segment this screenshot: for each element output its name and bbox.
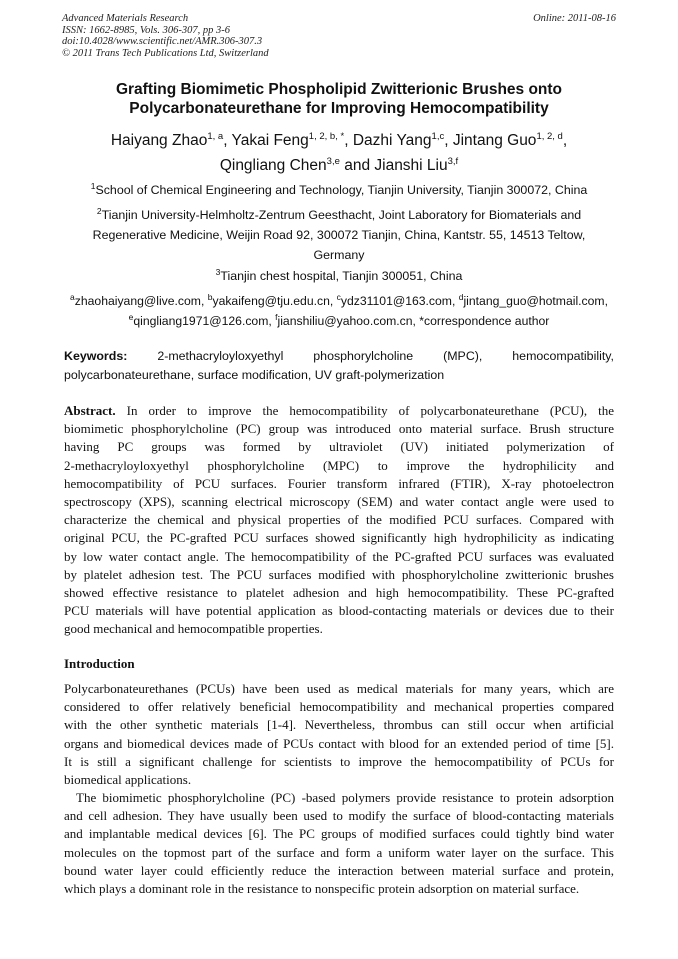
affiliation-text: School of Chemical Engineering and Technology, Tianjin University, Tianjin 300072, China xyxy=(95,183,588,197)
paragraph-line: with the other synthetic materials [1-4]. Nevertheless, thrombus can still occur when artificial xyxy=(64,717,614,733)
abstract-line: hemocompatibility of PCU surfaces. Fourier transform infrared (FTIR), X-ray photoelectron xyxy=(64,475,614,491)
paragraph-line: It is still a significant challenge for scientists to improve the hemocompatibility of PCUs for xyxy=(64,753,614,769)
author-sep: and xyxy=(339,157,375,174)
email-marker: f xyxy=(275,312,278,322)
introduction-paragraph-1 xyxy=(64,680,614,789)
paragraph-line: molecules on the topmost part of the surface and form a uniform water layer on the surface. This xyxy=(64,844,614,860)
email-marker: e xyxy=(128,312,134,322)
abstract-line: showed effective resistance to platelet adhesion and high hemocompatibility. These PC-grafted xyxy=(64,584,614,600)
email-link[interactable]: yakaifeng@tju.edu.cn, xyxy=(212,294,337,308)
affiliation-1 xyxy=(62,180,616,200)
author-affil: 3,f xyxy=(447,156,459,167)
email-marker: c xyxy=(336,292,341,302)
author-sep: , xyxy=(444,132,453,149)
abstract-line: good mechanical and hemocompatible properties. xyxy=(64,621,323,637)
journal-name: Advanced Materials Research xyxy=(62,13,189,24)
doi-line: doi:10.4028/www.scientific.net/AMR.306-307.3 xyxy=(62,36,263,47)
online-date: Online: 2011-08-16 xyxy=(533,13,616,24)
abstract-line: by low water contact angle. The hemocompatibility of the PC-grafted PCU surfaces was evaluated xyxy=(64,548,614,564)
keywords-label: Keywords: xyxy=(64,349,128,363)
abstract-line: spectroscopy (XPS), scanning electrical microscopy (SEM) and water contact angle were used to xyxy=(64,493,614,509)
abstract-line: characterize the chemical and physical properties of the modified PCU surfaces. Compared with xyxy=(64,512,614,528)
abstract-text: In order to improve the hemocompatibility of polycarbonateurethane (PCU), the xyxy=(126,403,614,418)
author-name: Haiyang Zhao xyxy=(110,132,208,149)
paragraph-line: organs and biomedical devices made of PCUs contact with blood for an extended period of time [5]. xyxy=(64,735,614,751)
author-affil: 1, 2, b, * xyxy=(308,131,345,142)
author-name: Dazhi Yang xyxy=(352,132,432,149)
affiliation-text: Tianjin chest hospital, Tianjin 300051, China xyxy=(220,269,463,283)
email-link[interactable]: jianshiliu@yahoo.com.cn, *correspondence author xyxy=(277,314,550,328)
paragraph-line: and cell adhesion. They have usually been used to modify the surface of blood-contacting materials xyxy=(64,808,614,824)
author-name: Jintang Guo xyxy=(452,132,537,149)
issn-line: ISSN: 1662-8985, Vols. 306-307, pp 3-6 xyxy=(62,24,230,36)
email-link[interactable]: ydz31101@163.com, xyxy=(340,294,459,308)
email-link[interactable]: jintang_guo@hotmail.com, xyxy=(463,294,608,308)
abstract-label: Abstract. xyxy=(64,403,116,418)
affiliation-3 xyxy=(62,266,616,286)
keywords-line-1 xyxy=(64,347,614,366)
email-marker: a xyxy=(70,292,75,302)
author-sep: , xyxy=(223,132,232,149)
paper-title xyxy=(62,80,616,118)
affiliation-2 xyxy=(62,205,616,265)
author-line-1 xyxy=(62,128,616,153)
affiliation-number: 3 xyxy=(215,267,221,277)
affiliation-number: 2 xyxy=(96,206,102,216)
copyright-line: © 2011 Trans Tech Publications Ltd, Switzerland xyxy=(62,47,269,59)
paragraph-line: bound water layer could efficiently reduce the interaction between material surface and protein, xyxy=(64,862,614,878)
author-name: Jianshi Liu xyxy=(374,157,448,174)
author-affil: 3,e xyxy=(326,156,340,167)
title-line-2: Polycarbonateurethane for Improving Hemocompatibility xyxy=(129,100,549,117)
affiliation-number: 1 xyxy=(90,181,96,191)
abstract-line: by platelet adhesion test. The PCU surfaces modified with phosphorylcholine zwitterionic brushes xyxy=(64,566,614,582)
email-list xyxy=(62,291,616,331)
keywords-text: 2-methacryloyloxyethyl phosphorylcholine (MPC), hemocompatibility, xyxy=(157,349,614,363)
abstract-line: PCU materials will have potential application as blood-contacting materials or devices due to their xyxy=(64,603,614,619)
author-affil: 1, 2, d xyxy=(536,131,563,142)
abstract-line: 2-methacryloyloxyethyl phosphorylcholine (MPC) to improve the hydrophilicity and xyxy=(64,457,614,473)
paragraph-line: The biomimetic phosphorylcholine (PC) -based polymers provide resistance to protein adsorption xyxy=(76,790,614,805)
author-name: Qingliang Chen xyxy=(219,157,327,174)
paragraph-line: and implantable medical devices [6]. The PC groups of modified surfaces could tightly bind water xyxy=(64,826,614,842)
title-line-1: Grafting Biomimetic Phospholipid Zwitterionic Brushes onto xyxy=(115,81,563,98)
keywords-line-2: polycarbonateurethane, surface modification, UV graft-polymerization xyxy=(64,368,445,382)
paragraph-line: biomedical applications. xyxy=(64,771,192,787)
affiliation-text: Germany xyxy=(313,248,365,262)
author-sep: , xyxy=(344,132,353,149)
abstract-line: original PCU, the PC-grafted PCU surfaces showed significantly high hydrophilicity as indicating xyxy=(64,530,614,546)
email-link[interactable]: zhaohaiyang@live.com, xyxy=(74,294,208,308)
author-affil: 1,c xyxy=(431,131,445,142)
paragraph-line: Polycarbonateurethanes (PCUs) have been used as medical materials for many years, which are xyxy=(64,681,614,696)
email-link[interactable]: qingliang1971@126.com, xyxy=(133,314,276,328)
abstract-line: having PC groups was formed by ultraviolet (UV) initiated polymerization of xyxy=(64,439,614,455)
affiliation-text: Tianjin University-Helmholtz-Zentrum Geesthacht, Joint Laboratory for Biomaterials and xyxy=(101,208,582,222)
author-line-2 xyxy=(62,153,616,178)
author-sep: , xyxy=(562,132,568,149)
keywords-block xyxy=(64,347,614,385)
paragraph-line: which plays a dominant role in the resistance to nonspecific protein adsorption on material surface. xyxy=(64,880,580,896)
section-heading-introduction: Introduction xyxy=(64,656,135,671)
abstract xyxy=(64,402,614,638)
journal-header xyxy=(62,13,616,59)
email-marker: d xyxy=(458,292,464,302)
affiliation-text: Regenerative Medicine, Weijin Road 92, 300072 Tianjin, China, Kantstr. 55, 14513 Teltow, xyxy=(92,228,586,242)
abstract-line xyxy=(64,402,614,420)
email-marker: b xyxy=(207,292,213,302)
author-name: Yakai Feng xyxy=(231,132,309,149)
author-list xyxy=(62,128,616,178)
introduction-paragraph-2 xyxy=(64,789,614,898)
author-affil: 1, a xyxy=(207,131,224,142)
abstract-line: biomimetic phosphorylcholine (PC) group was introduced onto material surface. Brush structure xyxy=(64,421,614,437)
paragraph-line: considered to offer relatively beneficial hemocompatibility and mechanical properties compared xyxy=(64,699,614,715)
